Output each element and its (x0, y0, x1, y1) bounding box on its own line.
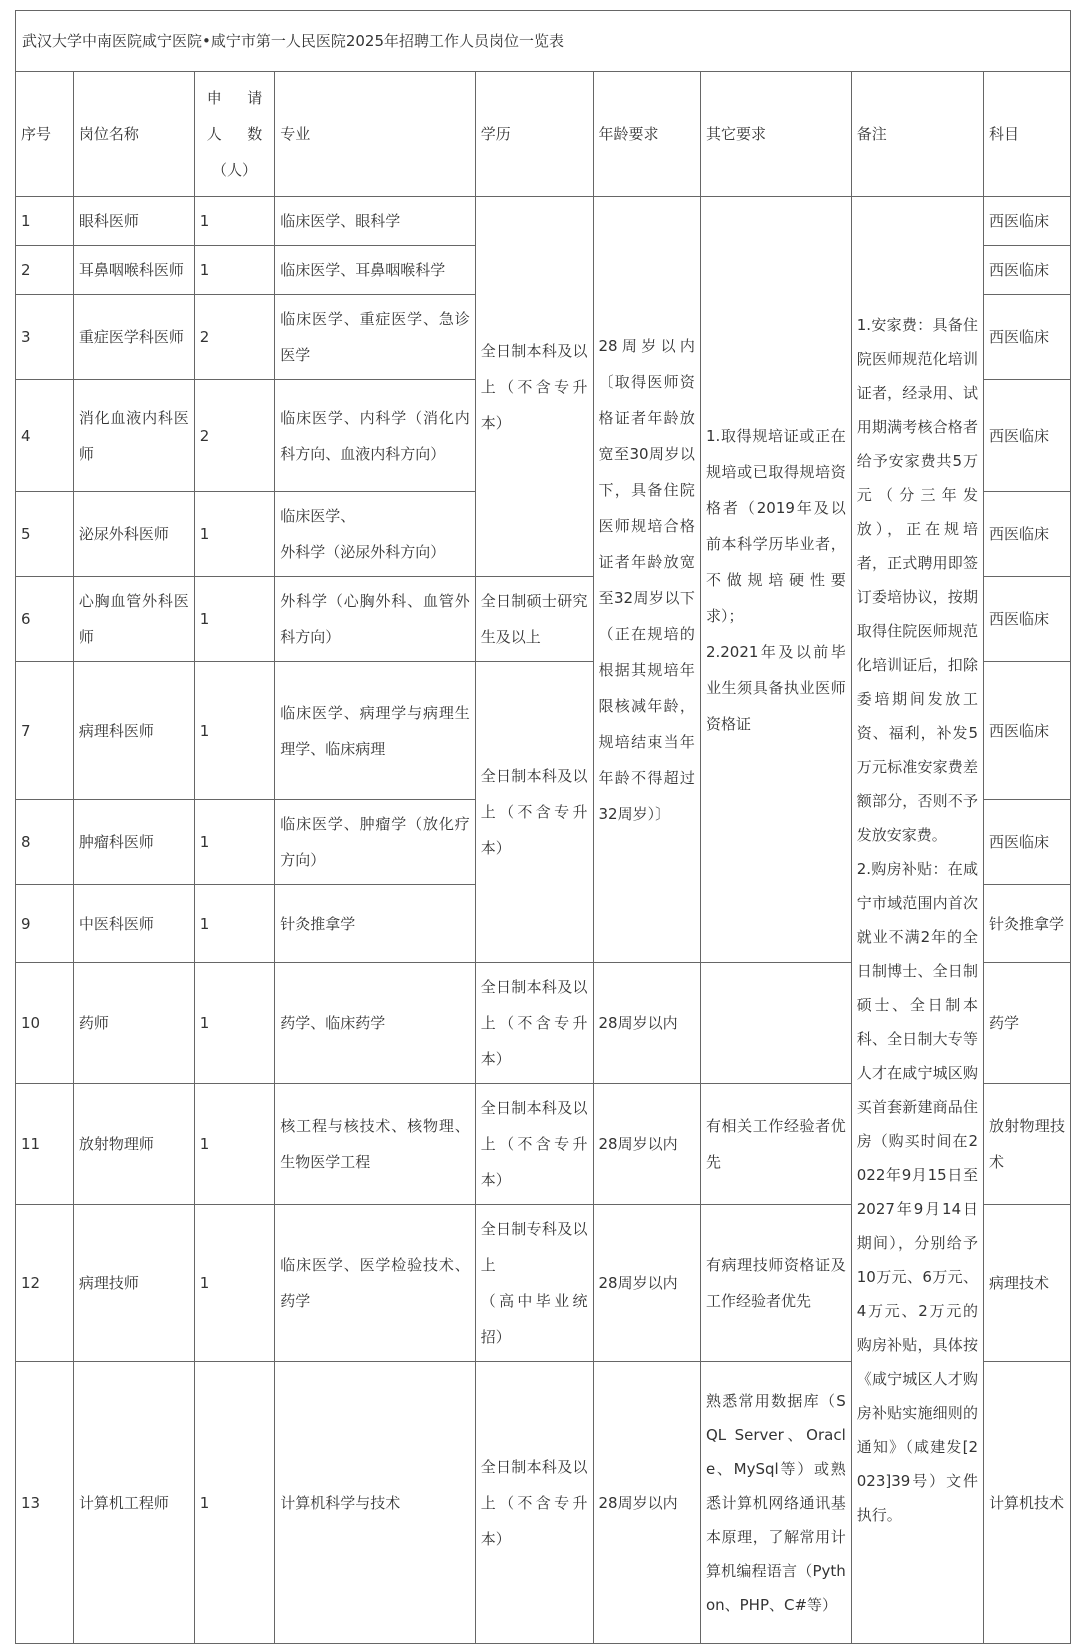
row-position: 计算机工程师 (73, 1362, 194, 1644)
row-subject: 西医临床 (984, 197, 1071, 246)
row-count: 1 (194, 246, 275, 295)
row-position: 重症医学科医师 (73, 295, 194, 380)
row-count: 1 (194, 1205, 275, 1362)
header-count-line3: （人） (212, 161, 258, 179)
header-count-line2: 人 数 (206, 125, 263, 143)
row-position: 放射物理师 (73, 1084, 194, 1205)
row-other (700, 963, 851, 1084)
row-count: 1 (194, 577, 275, 662)
row-major: 临床医学、眼科学 (275, 197, 475, 246)
row-no: 13 (16, 1362, 74, 1644)
row-no: 8 (16, 800, 74, 885)
row-major: 临床医学、重症医学、急诊医学 (275, 295, 475, 380)
header-major: 专业 (275, 72, 475, 197)
row-no: 6 (16, 577, 74, 662)
row-education: 全日制本科及以上（不含专升本） (475, 1084, 593, 1205)
row-count: 1 (194, 492, 275, 577)
header-count (194, 72, 275, 197)
header-no: 序号 (16, 72, 74, 197)
row-other: 有相关工作经验者优先 (700, 1084, 851, 1205)
row-count: 1 (194, 1362, 275, 1644)
row-count: 1 (194, 963, 275, 1084)
table-body (16, 197, 1071, 1644)
row-subject: 西医临床 (984, 800, 1071, 885)
row-age: 28周岁以内 (593, 963, 700, 1084)
row-no: 7 (16, 662, 74, 800)
header-position: 岗位名称 (73, 72, 194, 197)
row-age: 28周岁以内 (593, 1084, 700, 1205)
row-no: 5 (16, 492, 74, 577)
header-other: 其它要求 (700, 72, 851, 197)
row-count: 1 (194, 197, 275, 246)
row-position: 病理科医师 (73, 662, 194, 800)
row-no: 12 (16, 1205, 74, 1362)
table-title-row (16, 11, 1071, 72)
row-subject: 放射物理技术 (984, 1084, 1071, 1205)
row-subject: 西医临床 (984, 577, 1071, 662)
row-position: 肿瘤科医师 (73, 800, 194, 885)
row-subject: 西医临床 (984, 246, 1071, 295)
row-subject: 西医临床 (984, 380, 1071, 492)
header-remark: 备注 (851, 72, 983, 197)
row-subject: 针灸推拿学 (984, 885, 1071, 963)
row-count: 2 (194, 295, 275, 380)
row-major: 药学、临床药学 (275, 963, 475, 1084)
row-age: 28周岁以内 (593, 1362, 700, 1644)
row-no: 11 (16, 1084, 74, 1205)
row-major: 针灸推拿学 (275, 885, 475, 963)
row-subject: 计算机技术 (984, 1362, 1071, 1644)
row-major: 临床医学、耳鼻咽喉科学 (275, 246, 475, 295)
row-no: 9 (16, 885, 74, 963)
row-no: 10 (16, 963, 74, 1084)
row-count: 2 (194, 380, 275, 492)
header-age: 年龄要求 (593, 72, 700, 197)
row-subject: 西医临床 (984, 295, 1071, 380)
row-education: 全日制本科及以上（不含专升本） (475, 1362, 593, 1644)
header-row (16, 72, 1071, 197)
header-count-line1: 申请 (206, 89, 263, 107)
table-row (16, 197, 1071, 246)
row-other: 熟悉常用数据库（SQL Server、Oracle、MySql等）或熟悉计算机网络通讯基本原理，了解常用计算机编程语言（Python、PHP、C#等） (700, 1362, 851, 1644)
row-position: 心胸血管外科医师 (73, 577, 194, 662)
row-education: 全日制本科及以上（不含专升本） (475, 963, 593, 1084)
row-position: 中医科医师 (73, 885, 194, 963)
row-education: 全日制专科及以上 （高中毕业统招） (475, 1205, 593, 1362)
row-no: 2 (16, 246, 74, 295)
row-age: 28周岁以内 (593, 1205, 700, 1362)
row-count: 1 (194, 885, 275, 963)
row-subject: 病理技术 (984, 1205, 1071, 1362)
row-major: 临床医学、内科学（消化内科方向、血液内科方向） (275, 380, 475, 492)
row-major: 外科学（心胸外科、血管外科方向） (275, 577, 475, 662)
row-no: 4 (16, 380, 74, 492)
row-major: 临床医学、肿瘤学（放化疗方向） (275, 800, 475, 885)
row-major: 临床医学、 外科学（泌尿外科方向） (275, 492, 475, 577)
row-major: 核工程与核技术、核物理、生物医学工程 (275, 1084, 475, 1205)
row-position: 泌尿外科医师 (73, 492, 194, 577)
education-row-6: 全日制硕士研究生及以上 (475, 577, 593, 662)
recruitment-table (15, 10, 1071, 1644)
row-position: 病理技师 (73, 1205, 194, 1362)
other-group-1-9: 1.取得规培证或正在规培或已取得规培资格者（2019年及以前本科学历毕业者，不做规培硬性要求）； 2.2021年及以前毕业生须具备执业医师资格证 (700, 197, 851, 963)
row-position: 眼科医师 (73, 197, 194, 246)
table-title: 武汉大学中南医院咸宁医院•咸宁市第一人民医院2025年招聘工作人员岗位一览表 (16, 11, 1071, 72)
row-subject: 药学 (984, 963, 1071, 1084)
row-no: 1 (16, 197, 74, 246)
row-position: 消化血液内科医师 (73, 380, 194, 492)
header-subject: 科目 (984, 72, 1071, 197)
row-subject: 西医临床 (984, 662, 1071, 800)
row-count: 1 (194, 1084, 275, 1205)
header-education: 学历 (475, 72, 593, 197)
row-count: 1 (194, 800, 275, 885)
row-subject: 西医临床 (984, 492, 1071, 577)
row-major: 临床医学、病理学与病理生理学、临床病理 (275, 662, 475, 800)
remark-merged: 1.安家费：具备住院医师规范化培训证者，经录用、试用期满考核合格者给予安家费共5万元（分三年发放），正在规培者，正式聘用即签订委培协议，按期取得住院医师规范化培训证后，扣除委培期间发放工资、福利，补发5万元标准安家费差额部分，否则不予发放安家费。 2.购房补贴：在咸宁市域范围内首次就业不满2年的全日制博士、全日制硕士、全日制本科、全日制大专等人才在咸宁城区购买首套新建商品住房（购买时间在2022年9月15日至2027年9月14日期间），分别给予10万元、6万元、4万元、2万元的购房补贴，具体按《咸宁城区人才购房补贴实施细则的通知》（咸建发[2023]39号）文件执行。 (851, 197, 983, 1644)
row-position: 耳鼻咽喉科医师 (73, 246, 194, 295)
education-group-7-9: 全日制本科及以上（不含专升本） (475, 662, 593, 963)
age-group-1-9: 28周岁以内〔取得医师资格证者年龄放宽至30周岁以下，具备住院医师规培合格证者年龄放宽至32周岁以下（正在规培的根据其规培年限核减年龄，规培结束当年年龄不得超过32周岁）〕 (593, 197, 700, 963)
row-count: 1 (194, 662, 275, 800)
row-no: 3 (16, 295, 74, 380)
row-position: 药师 (73, 963, 194, 1084)
row-major: 计算机科学与技术 (275, 1362, 475, 1644)
row-other: 有病理技师资格证及工作经验者优先 (700, 1205, 851, 1362)
row-major: 临床医学、医学检验技术、药学 (275, 1205, 475, 1362)
recruitment-table-document (15, 10, 1071, 1644)
education-group-1-5: 全日制本科及以上（不含专升本） (475, 197, 593, 577)
